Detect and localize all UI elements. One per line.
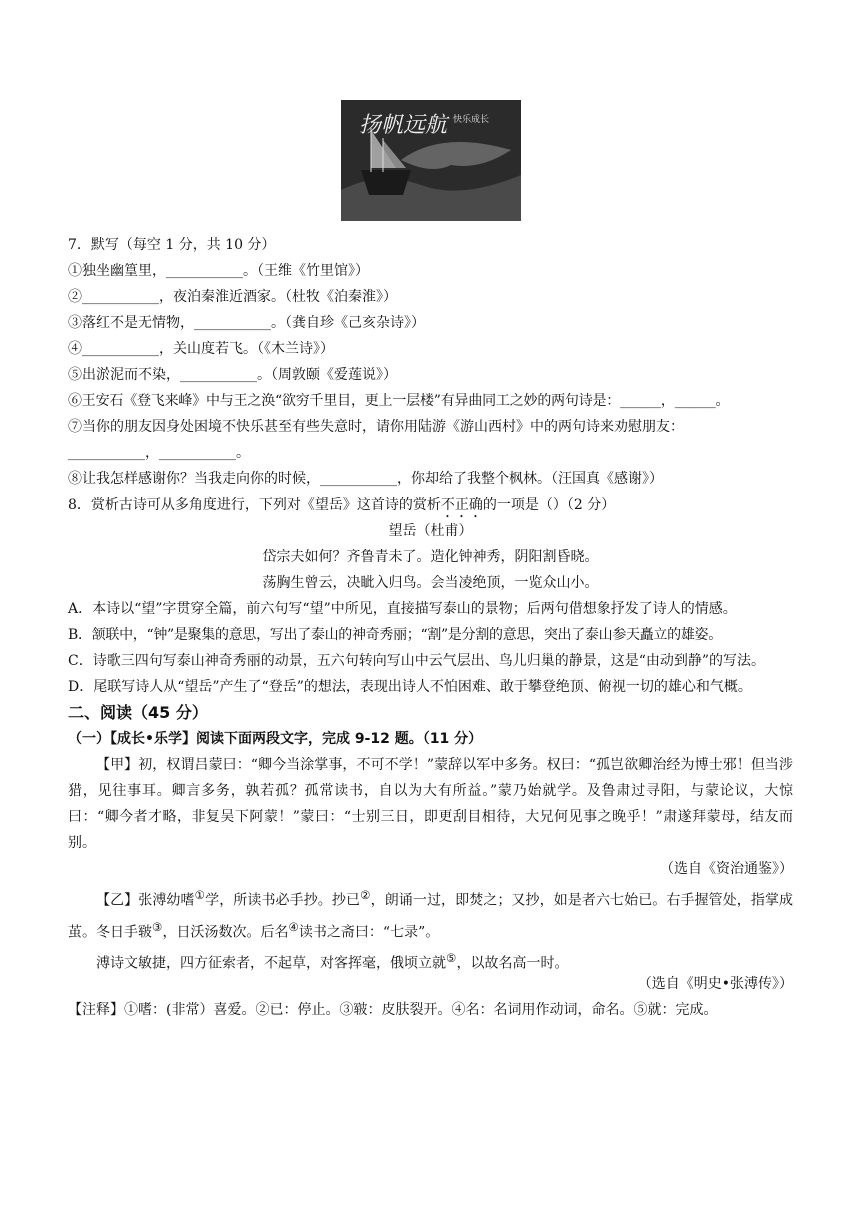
poem-line-1: 岱宗夫如何？齐鲁青未了。造化钟神秀，阴阳割昏晓。 [262, 549, 599, 565]
passage-jia: 【甲】初，权谓吕蒙曰：“卿今当涂掌事，不可不学！”蒙辞以军中多务。权曰：“孤岂欲卿治经为博士邪！但当涉猎，见往事耳。卿言多务，孰若孤？孤常读书，自以为大有所益。”蒙乃始就学。及鲁肃过寻阳，与蒙论议，大惊曰：“卿今者才略，非复吴下阿蒙！”蒙曰：“士别三日，即更刮目相待，大兄何见事之晚乎！”肃遂拜蒙母，结友而别。 [68, 757, 793, 851]
q7-item-4: ④___________，关山度若飞。（《木兰诗》） [68, 341, 334, 357]
poem-line-2: 荡胸生曾云，决眦入归鸟。会当凌绝顶，一览众山小。 [262, 575, 599, 591]
passage-yi-part: ，日沃汤数次。后名 [162, 924, 289, 941]
passage-yi-source: （选自《明史•张溥传》） [637, 976, 793, 993]
footnote-ref: ② [360, 888, 371, 902]
q7-item-7: ⑦当你的朋友因身处困境不快乐甚至有些失意时，请你用陆游《游山西村》中的两句诗来劝慰朋友： [68, 419, 684, 435]
section-2-sub1: （一）【成长•乐学】阅读下面两段文字，完成 9-12 题。（11 分） [68, 731, 483, 747]
q8-title-b: 的一项是（）（2 分） [482, 497, 616, 513]
section-2-title: 二、阅读（45 分） [68, 703, 208, 722]
q8-title [68, 492, 793, 518]
passage-yi-2 [68, 945, 793, 971]
passage-yi [68, 882, 793, 945]
footnote-ref: ④ [288, 919, 299, 934]
passage-yi-part: 学，所读书必手抄。抄已 [205, 892, 361, 909]
q7-item-5: ⑤出淤泥而不染，___________。（周敦颐《爱莲说》） [68, 367, 397, 383]
footnote-ref: ⑤ [446, 951, 457, 966]
q7-item-3: ③落红不是无情物，___________。（龚自珍《己亥杂诗》） [68, 315, 425, 331]
q8-option-d: D．尾联写诗人从“望岳”产生了“登岳”的想法，表现出诗人不怕困难、敢于攀登绝顶、俯视一切的雄心和气概。 [68, 679, 752, 695]
passage-yi-part: 【乙】张溥幼嗜 [96, 892, 195, 909]
passage-yi-part: 溥诗文敏捷，四方征索者，不起草，对客挥毫，俄顷立就 [96, 955, 446, 972]
passage-yi-part: ，朗诵一过，即焚之；又抄，如是者六七始已。右手握管处，指掌成茧。冬日手皲 [68, 892, 794, 941]
logo-title: 扬帆远航 [359, 113, 448, 138]
q7-title: 7．默写（每空 1 分，共 10 分） [68, 237, 276, 253]
q7-item-2: ②___________，夜泊秦淮近酒家。（杜牧《泊秦淮》） [68, 289, 397, 305]
q8-title-emphasis: 不正确 [440, 497, 483, 513]
q7-item-7-blanks: ___________，___________。 [68, 445, 250, 461]
q7-item-1: ①独坐幽篁里，___________。（王维《竹里馆》） [68, 263, 369, 279]
annotation-notes: 【注释】①嗜：(非常）喜爱。②已：停止。③皲：皮肤裂开。④名：名词用作动词，命名。⑤就：完成。 [68, 1002, 718, 1019]
q7-item-6: ⑥王安石《登飞来峰》中与王之涣“欲穷千里目，更上一层楼”有异曲同工之妙的两句诗是：______，______。 [68, 393, 730, 409]
passage-yi-part: ，以故名高一时。 [456, 955, 569, 972]
q7-item-8: ⑧让我怎样感谢你？当我走向你的时候，___________，你却给了我整个枫林。（汪国真《感谢》） [68, 471, 663, 487]
sailing-ship-icon [341, 100, 521, 221]
logo-image [341, 100, 521, 221]
passage-yi-part: 读书之斋曰：“七录”。 [298, 924, 440, 941]
footnote-ref: ① [194, 888, 206, 902]
q8-option-a: A．本诗以“望”字贯穿全篇，前六句写“望”中所见，直接描写泰山的景物；后两句借想象抒发了诗人的情感。 [68, 601, 737, 617]
passage-jia-source: （选自《资治通鉴》） [660, 861, 793, 877]
q8-option-c: C．诗歌三四句写泰山神奇秀丽的动景，五六句转向写山中云气层出、鸟儿归巢的静景，这是“由动到静”的写法。 [68, 653, 766, 669]
q8-option-b: B．颔联中，“钟”是聚集的意思，写出了泰山的神奇秀丽；“割”是分割的意思，突出了泰山参天矗立的雄姿。 [68, 627, 722, 643]
poem-title: 望岳（杜甫） [388, 523, 473, 539]
exam-content [68, 232, 793, 1023]
logo-subtitle: 快乐成长 [453, 115, 490, 125]
footnote-ref: ③ [152, 919, 163, 934]
q8-title-a: 8．赏析古诗可从多角度进行，下列对《望岳》这首诗的赏析 [68, 497, 441, 513]
